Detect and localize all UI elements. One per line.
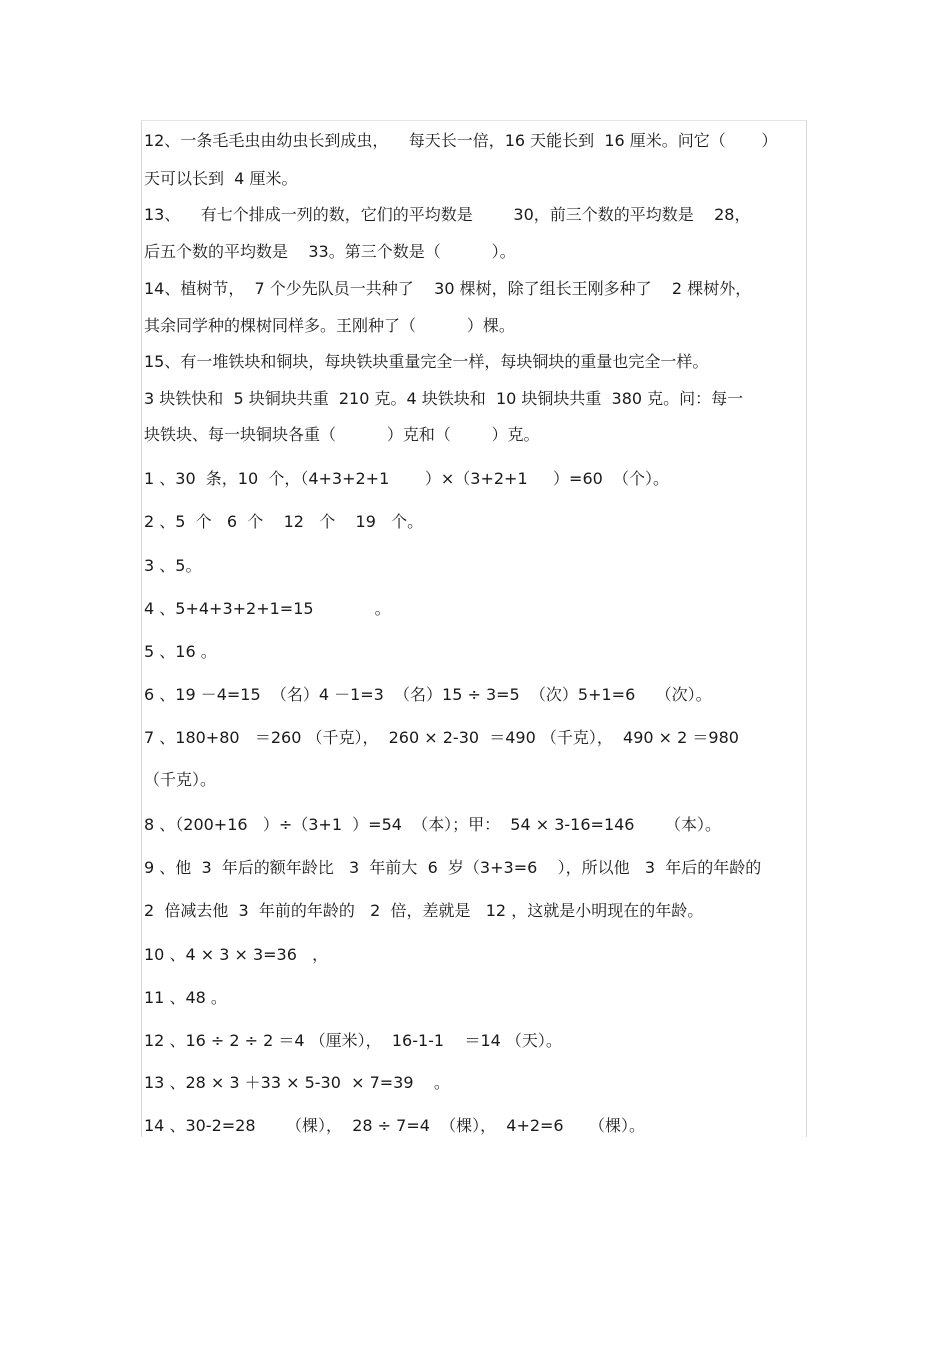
question-13-line-1: 13、 有七个排成一列的数，它们的平均数是 30，前三个数的平均数是 28， <box>144 205 751 224</box>
question-14-line-1: 14、植树节， 7 个少先队员一共种了 30 棵树，除了组长王刚多种了 2 棵树外， <box>144 279 752 298</box>
answer-9-line-2: 2 倍减去他 3 年前的年龄的 2 倍，差就是 12 ，这就是小明现在的年龄。 <box>144 901 704 920</box>
answer-5: 5 、16 。 <box>144 642 217 661</box>
answer-11: 11 、48 。 <box>144 988 227 1007</box>
question-15-line-2: 3 块铁快和 5 块铜块共重 210 克。4 块铁块和 10 块铜块共重 380 克。问：每一 <box>144 389 744 408</box>
question-14-line-2: 其余同学种的棵树同样多。王刚种了（ ）棵。 <box>144 316 515 335</box>
answer-7-line-1: 7 、180+80 ＝260 （千克）， 260 × 2-30 ＝490 （千克）， 490 × 2 ＝980 <box>144 728 739 747</box>
question-15-line-3: 块铁块、每一块铜块各重（ ）克和（ ）克。 <box>144 425 540 444</box>
page-frame <box>141 120 807 1137</box>
answer-2: 2 、5 个 6 个 12 个 19 个。 <box>144 512 424 531</box>
answer-7-line-2: （千克）。 <box>144 770 217 789</box>
answer-6: 6 、19 －4=15 （名）4 －1=3 （名）15 ÷ 3=5 （次）5+1=6 （次）。 <box>144 685 712 704</box>
answer-8: 8 、（200+16 ）÷（3+1 ）=54 （本）；甲： 54 × 3-16=146 （本）。 <box>144 815 721 834</box>
question-12-line-2: 天可以长到 4 厘米。 <box>144 169 298 188</box>
question-12-line-1: 12、一条毛毛虫由幼虫长到成虫， 每天长一倍，16 天能长到 16 厘米。问它（ ） <box>144 131 778 150</box>
answer-13: 13 、28 × 3 ＋33 × 5-30 × 7=39 。 <box>144 1073 450 1092</box>
answer-12: 12 、16 ÷ 2 ÷ 2 ＝4 （厘米）， 16-1-1 ＝14 （天）。 <box>144 1031 562 1050</box>
answer-1: 1 、30 条，10 个，（4+3+2+1 ）×（3+2+1 ）=60 （个）。 <box>144 469 669 488</box>
answer-3: 3 、5。 <box>144 556 202 575</box>
question-15-line-1: 15、有一堆铁块和铜块，每块铁块重量完全一样，每块铜块的重量也完全一样。 <box>144 352 709 371</box>
question-13-line-2: 后五个数的平均数是 33。第三个数是（ ）。 <box>144 242 516 261</box>
answer-9-line-1: 9 、他 3 年后的额年龄比 3 年前大 6 岁（3+3=6 ），所以他 3 年后的年龄的 <box>144 858 762 877</box>
answer-10: 10 、4 × 3 × 3=36 ， <box>144 945 329 964</box>
answer-14: 14 、30-2=28 （棵）， 28 ÷ 7=4 （棵）， 4+2=6 （棵）。 <box>144 1116 646 1135</box>
answer-4: 4 、5+4+3+2+1=15 。 <box>144 599 391 618</box>
